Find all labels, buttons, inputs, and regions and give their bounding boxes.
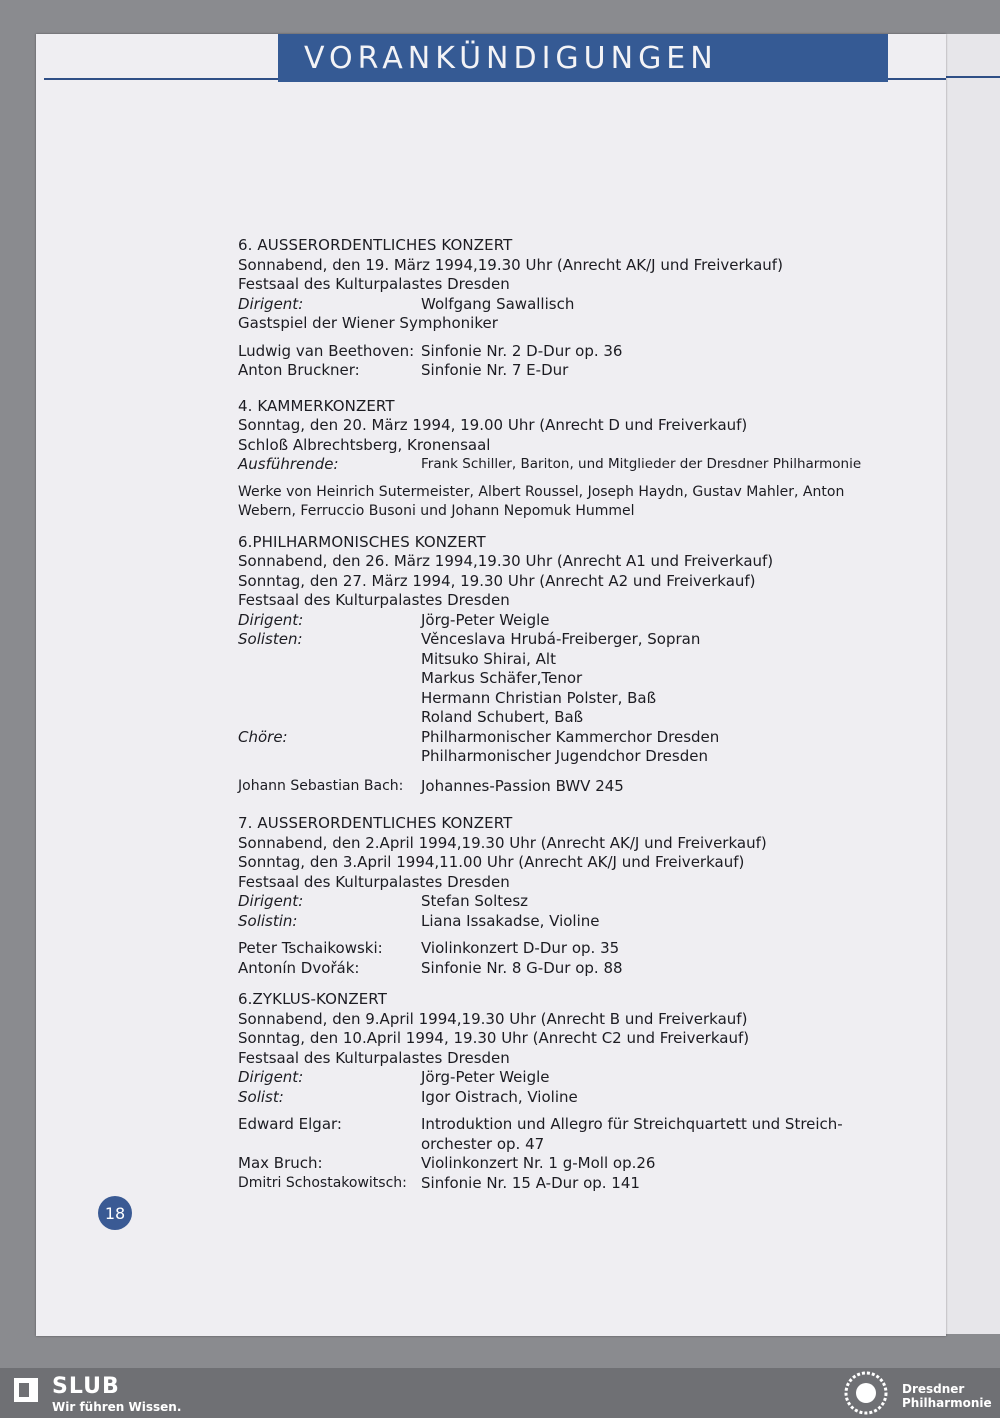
work-composer: Johann Sebastian Bach: bbox=[238, 777, 404, 794]
work-row bbox=[238, 959, 878, 979]
role-value: Roland Schubert, Baß bbox=[421, 708, 584, 726]
role-label bbox=[238, 708, 421, 728]
role-row bbox=[238, 1068, 878, 1088]
concert-date: Sonntag, den 20. März 1994, 19.00 Uhr (Anrecht D und Freiverkauf) bbox=[238, 416, 748, 434]
concert-entry bbox=[238, 533, 878, 797]
concert-date: Sonnabend, den 26. März 1994,19.30 Uhr (Anrecht A1 und Freiverkauf) bbox=[238, 552, 774, 570]
work-row bbox=[238, 939, 878, 959]
work-row bbox=[238, 361, 878, 381]
concert-entry bbox=[238, 236, 878, 381]
works-text: Werke von Heinrich Sutermeister, Albert Roussel, Joseph Haydn, Gustav Mahler, Anton Webern, Ferruccio Busoni und Johann Nepomuk Hummel bbox=[238, 483, 845, 519]
partner-name bbox=[902, 1382, 998, 1410]
role-label bbox=[238, 689, 421, 709]
concert-title: 6. AUSSERORDENTLICHES KONZERT bbox=[238, 236, 513, 254]
slub-name: SLUB bbox=[52, 1374, 120, 1399]
concert-date: Sonnabend, den 2.April 1994,19.30 Uhr (Anrecht AK/J und Freiverkauf) bbox=[238, 833, 767, 852]
concert-date: Sonntag, den 3.April 1994,11.00 Uhr (Anrecht AK/J und Freiverkauf) bbox=[238, 853, 745, 871]
role-row bbox=[238, 669, 878, 689]
concert-venue: Schloß Albrechtsberg, Kronensaal bbox=[238, 435, 491, 454]
partner-name-line1: Dresdner bbox=[902, 1382, 965, 1396]
role-label: Dirigent: bbox=[238, 610, 304, 629]
page-title: VORANKÜNDIGUNGEN bbox=[304, 40, 718, 76]
role-row bbox=[238, 295, 878, 315]
role-row bbox=[238, 1088, 878, 1108]
work-composer: Ludwig van Beethoven: bbox=[238, 341, 415, 360]
role-label: Chöre: bbox=[238, 727, 288, 746]
work-composer: Edward Elgar: bbox=[238, 1115, 342, 1133]
role-row bbox=[238, 708, 878, 728]
work-title: Johannes-Passion BWV 245 bbox=[421, 776, 624, 795]
header-banner bbox=[278, 34, 888, 82]
role-value: Philharmonischer Kammerchor Dresden bbox=[421, 727, 720, 746]
concert-title: 6.PHILHARMONISCHES KONZERT bbox=[238, 532, 486, 551]
philharmonie-logo-icon bbox=[840, 1370, 892, 1416]
work-title: Violinkonzert Nr. 1 g-Moll op.26 bbox=[421, 1154, 656, 1172]
concert-entry bbox=[238, 990, 878, 1193]
work-composer: Max Bruch: bbox=[238, 1154, 323, 1172]
concert-venue: Festsaal des Kulturpalastes Dresden bbox=[238, 591, 510, 609]
role-value: Philharmonischer Jugendchor Dresden bbox=[421, 747, 708, 765]
role-value: Jörg-Peter Weigle bbox=[421, 610, 550, 629]
role-label: Solistin: bbox=[238, 911, 298, 930]
concert-entry bbox=[238, 814, 878, 978]
role-row bbox=[238, 630, 878, 650]
footer-bar bbox=[0, 1368, 1000, 1418]
role-label: Dirigent: bbox=[238, 892, 304, 910]
role-row bbox=[238, 912, 878, 932]
work-row bbox=[238, 342, 878, 362]
concert-date: Sonntag, den 27. März 1994, 19.30 Uhr (Anrecht A2 und Freiverkauf) bbox=[238, 571, 756, 590]
concert-entry bbox=[238, 397, 878, 521]
concert-venue: Festsaal des Kulturpalastes Dresden bbox=[238, 872, 510, 891]
role-row bbox=[238, 650, 878, 670]
role-label bbox=[238, 747, 421, 767]
role-value: Wolfgang Sawallisch bbox=[421, 294, 575, 313]
work-row bbox=[238, 777, 878, 797]
work-row bbox=[238, 1174, 878, 1194]
role-value: Liana Issakadse, Violine bbox=[421, 911, 600, 930]
work-composer: Dmitri Schostakowitsch: bbox=[238, 1174, 407, 1191]
concert-title: 4. KAMMERKONZERT bbox=[238, 396, 395, 415]
role-label: Ausführende: bbox=[238, 455, 339, 473]
concert-list bbox=[238, 236, 878, 1203]
work-title: Sinfonie Nr. 15 A-Dur op. 141 bbox=[421, 1173, 640, 1192]
role-row bbox=[238, 728, 878, 748]
role-row bbox=[238, 892, 878, 912]
concert-note: Gastspiel der Wiener Symphoniker bbox=[238, 314, 498, 332]
work-row bbox=[238, 1115, 878, 1154]
work-title: Sinfonie Nr. 8 G-Dur op. 88 bbox=[421, 958, 623, 977]
work-title: Violinkonzert D-Dur op. 35 bbox=[421, 939, 620, 957]
concert-title: 6.ZYKLUS-KONZERT bbox=[238, 990, 387, 1008]
role-label bbox=[238, 650, 421, 670]
adjacent-page-rule bbox=[944, 76, 1000, 78]
page-number: 18 bbox=[104, 1203, 126, 1223]
role-row bbox=[238, 455, 878, 475]
role-value: Mitsuko Shirai, Alt bbox=[421, 649, 556, 668]
work-composer: Anton Bruckner: bbox=[238, 361, 360, 379]
concert-date: Sonnabend, den 9.April 1994,19.30 Uhr (Anrecht B und Freiverkauf) bbox=[238, 1009, 748, 1028]
work-row bbox=[238, 1154, 878, 1174]
role-value: Hermann Christian Polster, Baß bbox=[421, 688, 657, 707]
role-value: Věnceslava Hrubá-Freiberger, Sopran bbox=[421, 630, 701, 648]
concert-title: 7. AUSSERORDENTLICHES KONZERT bbox=[238, 814, 513, 832]
concert-venue: Festsaal des Kulturpalastes Dresden bbox=[238, 275, 510, 293]
page-number-badge bbox=[98, 1196, 132, 1230]
work-composer: Peter Tschaikowski: bbox=[238, 939, 383, 957]
slub-tagline: Wir führen Wissen. bbox=[52, 1400, 182, 1414]
role-row bbox=[238, 689, 878, 709]
role-value: Jörg-Peter Weigle bbox=[421, 1068, 550, 1086]
role-value: Stefan Soltesz bbox=[421, 892, 529, 910]
role-label bbox=[238, 669, 421, 689]
concert-date: Sonnabend, den 19. März 1994,19.30 Uhr (Anrecht AK/J und Freiverkauf) bbox=[238, 255, 783, 274]
work-composer: Antonín Dvořák: bbox=[238, 958, 360, 977]
role-value: Markus Schäfer,Tenor bbox=[421, 669, 583, 687]
role-value: Frank Schiller, Bariton, und Mitglieder der Dresdner Philharmonie bbox=[421, 456, 862, 472]
role-label: Dirigent: bbox=[238, 294, 304, 313]
role-row bbox=[238, 611, 878, 631]
work-title: Sinfonie Nr. 7 E-Dur bbox=[421, 361, 569, 379]
work-title: Sinfonie Nr. 2 D-Dur op. 36 bbox=[421, 341, 623, 360]
partner-name-line2: Philharmonie bbox=[902, 1396, 992, 1410]
role-label: Dirigent: bbox=[238, 1068, 304, 1086]
work-title: Introduktion und Allegro für Streichquartett und Streich-orchester op. 47 bbox=[421, 1115, 843, 1153]
role-value: Igor Oistrach, Violine bbox=[421, 1087, 578, 1106]
slub-logo-icon bbox=[12, 1376, 40, 1404]
role-label: Solist: bbox=[238, 1087, 284, 1106]
role-row bbox=[238, 747, 878, 767]
adjacent-page-edge bbox=[944, 34, 1000, 1334]
concert-date: Sonntag, den 10.April 1994, 19.30 Uhr (Anrecht C2 und Freiverkauf) bbox=[238, 1029, 750, 1047]
role-label: Solisten: bbox=[238, 630, 303, 648]
concert-venue: Festsaal des Kulturpalastes Dresden bbox=[238, 1048, 510, 1067]
